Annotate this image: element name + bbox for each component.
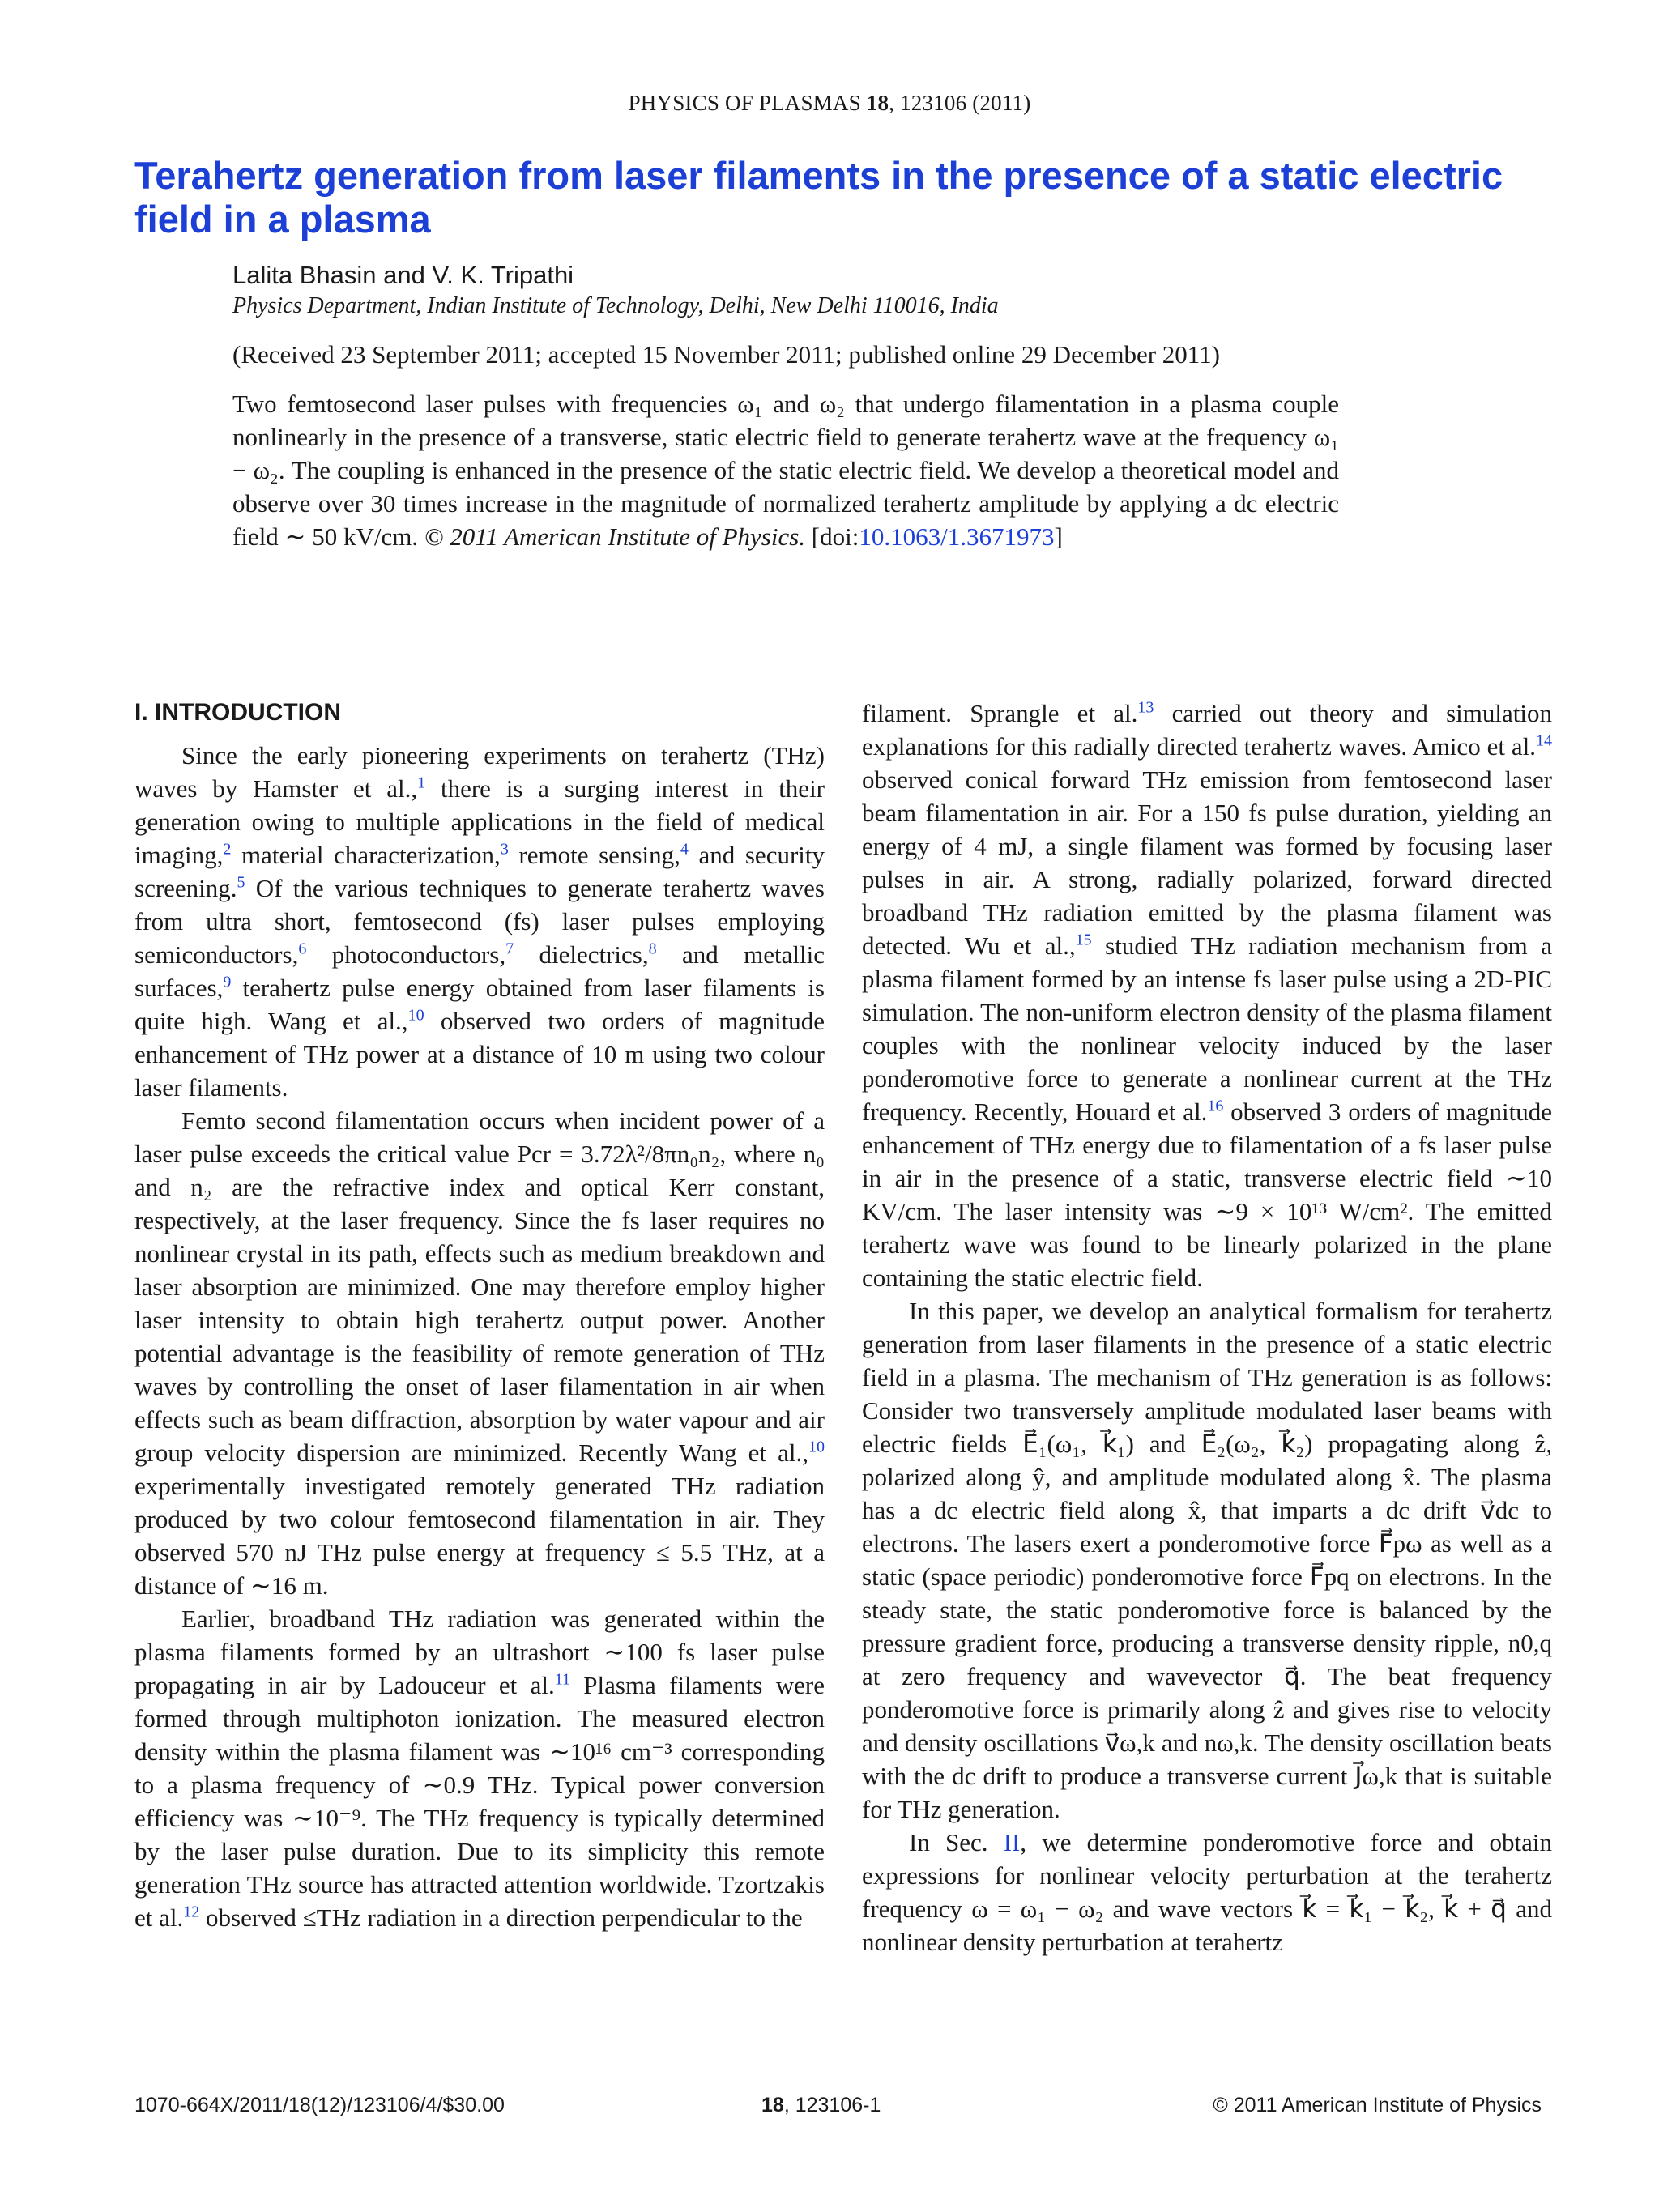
- citation-link[interactable]: 16: [1207, 1097, 1224, 1115]
- paragraph: [134, 739, 825, 1104]
- citation-link[interactable]: 13: [1137, 698, 1154, 717]
- section-link[interactable]: II: [1003, 1828, 1021, 1856]
- journal-name: PHYSICS OF PLASMAS: [628, 91, 861, 115]
- section-heading-introduction: I. INTRODUCTION: [134, 699, 341, 726]
- text-run: observed two orders of magnitude enhancement of THz power at a distance of 10 m using two colour laser filaments.: [134, 1007, 825, 1102]
- affiliation: Physics Department, Indian Institute of Technology, Delhi, New Delhi 110016, India: [232, 293, 999, 318]
- citation-link[interactable]: 2: [223, 840, 232, 859]
- citation-link[interactable]: 12: [183, 1903, 200, 1921]
- text-run: Since the early pioneering experiments on terahertz (THz) waves by Hamster et al.,: [134, 741, 825, 803]
- text-run: observed 3 orders of magnitude enhancement of THz energy due to filamentation of a fs laser pulse in air in the presence of a static, transverse electric field ∼10 KV/cm. The laser intensity was ∼9 × 10¹³ W/cm². The emitted terahertz wave was found to be linearly polarized in the plane containing the static electric field.: [862, 1097, 1552, 1292]
- citation-link[interactable]: 7: [505, 940, 514, 958]
- citation-link[interactable]: 1: [417, 774, 426, 792]
- citation-link[interactable]: 6: [298, 940, 307, 958]
- doi-suffix: ]: [1054, 522, 1063, 551]
- text-run: observed ≤THz radiation in a direction perpendicular to the: [199, 1903, 803, 1932]
- text-run: , we determine ponderomotive force and obtain expressions for nonlinear velocity perturbation at the terahertz frequency ω = ω₁ − ω₂ and wave vectors k⃗ = k⃗₁ − k⃗₂, k⃗ + q⃗ and nonlinear density perturbation at terahertz: [862, 1828, 1552, 1956]
- publication-dates: (Received 23 September 2011; accepted 15 November 2011; published online 29 December 2011): [232, 340, 1220, 369]
- text-run: observed conical forward THz emission from femtosecond laser beam filamentation in air. For a 150 fs pulse duration, yielding an energy of 4 mJ, a single filament was formed by focusing laser pulses in air. A strong, radially polarized, forward directed broadband THz radiation emitted by the plasma filament was detected. Wu et al.,: [862, 765, 1552, 960]
- text-run: filament. Sprangle et al.: [862, 699, 1138, 727]
- footer-page: , 123106-1: [783, 2094, 881, 2116]
- abstract-copyright: © 2011 American Institute of Physics.: [424, 522, 806, 551]
- footer-issn: 1070-664X/2011/18(12)/123106/4/$30.00: [134, 2094, 505, 2116]
- text-run: In Sec.: [909, 1828, 1004, 1856]
- text-run: photoconductors,: [306, 940, 506, 969]
- abstract: [232, 387, 1339, 553]
- citation-link[interactable]: 15: [1075, 931, 1092, 949]
- article-info: , 123106 (2011): [889, 91, 1031, 115]
- text-run: Femto second filamentation occurs when incident power of a laser pulse exceeds the critical value Pcr = 3.72λ²/8πn₀n₂, where n₀ and n₂ are the refractive index and optical Kerr constant, respectively, at the laser frequency. Since the fs laser requires no nonlinear crystal in its path, effects such as medium breakdown and laser absorption are minimized. One may therefore employ higher laser intensity to obtain high terahertz output power. Another potential advantage is the feasibility of remote generation of THz waves by controlling the onset of laser filamentation in air when effects such as beam diffraction, absorption by water vapour and air group velocity dispersion are minimized. Recently Wang et al.,: [134, 1106, 825, 1467]
- text-run: Plasma filaments were formed through multiphoton ionization. The measured electron density within the plasma filament was ∼10¹⁶ cm⁻³ corresponding to a plasma frequency of ∼0.9 THz. Typical power conversion efficiency was ∼10⁻⁹. The THz frequency is typically determined by the laser pulse duration. Due to its simplicity this remote generation THz source has attracted attention worldwide. Tzortzakis et al.: [134, 1671, 825, 1932]
- text-run: terahertz pulse energy obtained from laser filaments is quite high. Wang et al.,: [134, 974, 825, 1035]
- citation-link[interactable]: 11: [554, 1670, 570, 1689]
- paragraph: [134, 1602, 825, 1934]
- citation-link[interactable]: 9: [223, 973, 232, 991]
- article-title: Terahertz generation from laser filaments in the presence of a static electric field in a plasma: [134, 154, 1503, 241]
- text-run: dielectrics,: [514, 940, 649, 969]
- journal-volume: 18: [866, 91, 889, 115]
- text-run: there is a surging interest in their generation owing to multiple applications in the field of medical imaging,: [134, 774, 825, 869]
- footer-copyright: © 2011 American Institute of Physics: [1213, 2094, 1542, 2116]
- text-run: material characterization,: [231, 841, 501, 869]
- author-list: Lalita Bhasin and V. K. Tripathi: [232, 261, 574, 289]
- citation-link[interactable]: 3: [500, 840, 509, 859]
- abstract-body: Two femtosecond laser pulses with frequencies ω₁ and ω₂ that undergo filamentation in a plasma couple nonlinearly in the presence of a transverse, static electric field to generate terahertz wave at the frequency ω₁ − ω₂. The coupling is enhanced in the presence of the static electric field. We develop a theoretical model and observe over 30 times increase in the magnitude of normalized terahertz amplitude by applying a dc electric field ∼ 50 kV/cm.: [232, 390, 1339, 551]
- doi-prefix: [doi:: [811, 522, 859, 551]
- citation-link[interactable]: 5: [237, 873, 245, 892]
- text-run: remote sensing,: [508, 841, 680, 869]
- footer-page-number: [761, 2094, 881, 2117]
- paragraph: [134, 1104, 825, 1602]
- text-run: and metallic surfaces,: [134, 940, 825, 1002]
- right-column: [862, 697, 1552, 1958]
- citation-link[interactable]: 4: [680, 840, 689, 859]
- citation-link[interactable]: 8: [648, 940, 657, 958]
- running-header: [0, 91, 1659, 116]
- paragraph: [862, 1826, 1552, 1958]
- text-run: carried out theory and simulation explanations for this radially directed terahertz waves. Amico et al.: [862, 699, 1553, 761]
- paragraph: [862, 697, 1552, 1294]
- text-run: experimentally investigated remotely generated THz radiation produced by two colour femtosecond filamentation in air. They observed 570 nJ THz pulse energy at frequency ≤ 5.5 THz, at a distance of ∼16 m.: [134, 1472, 825, 1600]
- footer-volume: 18: [761, 2094, 784, 2116]
- citation-link[interactable]: 14: [1536, 731, 1552, 750]
- text-run: studied THz radiation mechanism from a plasma filament formed by an intense fs laser pulse using a 2D-PIC simulation. The non-uniform electron density of the plasma filament couples with the nonlinear velocity induced by the laser ponderomotive force to generate a nonlinear current at the THz frequency. Recently, Houard et al.: [862, 931, 1553, 1126]
- doi-link[interactable]: 10.1063/1.3671973: [859, 522, 1055, 551]
- citation-link[interactable]: 10: [808, 1438, 825, 1456]
- paragraph: In this paper, we develop an analytical formalism for terahertz generation from laser filaments in the presence of a static electric field in a plasma. The mechanism of THz generation is as follows: Consider two transversely amplitude modulated laser beams with electric fields E⃗₁(ω₁, k⃗₁) and E⃗₂(ω₂, k⃗₂) propagating along ẑ, polarized along ŷ, and amplitude modulated along x̂. The plasma has a dc electric field along x̂, that imparts a dc drift v⃗dc to electrons. The lasers exert a ponderomotive force F⃗pω as well as a static (space periodic) ponderomotive force F⃗pq on electrons. In the steady state, the static ponderomotive force is balanced by the pressure gradient force, producing a transverse density ripple, n0,q at zero frequency and wavevector q⃗. The beat frequency ponderomotive force is primarily along ẑ and gives rise to velocity and density oscillations v⃗ω,k and nω,k. The density oscillation beats with the dc drift to produce a transverse current J⃗ω,k that is suitable for THz generation.: [862, 1297, 1552, 1823]
- citation-link[interactable]: 10: [407, 1006, 424, 1025]
- text-run: and security screening.: [134, 841, 825, 902]
- text-run: Of the various techniques to generate terahertz waves from ultra short, femtosecond (fs) laser pulses employing semiconductors,: [134, 874, 825, 969]
- left-column: [134, 697, 825, 1934]
- text-run: Earlier, broadband THz radiation was generated within the plasma filaments formed by an ultrashort ∼100 fs laser pulse propagating in air by Ladouceur et al.: [134, 1605, 825, 1699]
